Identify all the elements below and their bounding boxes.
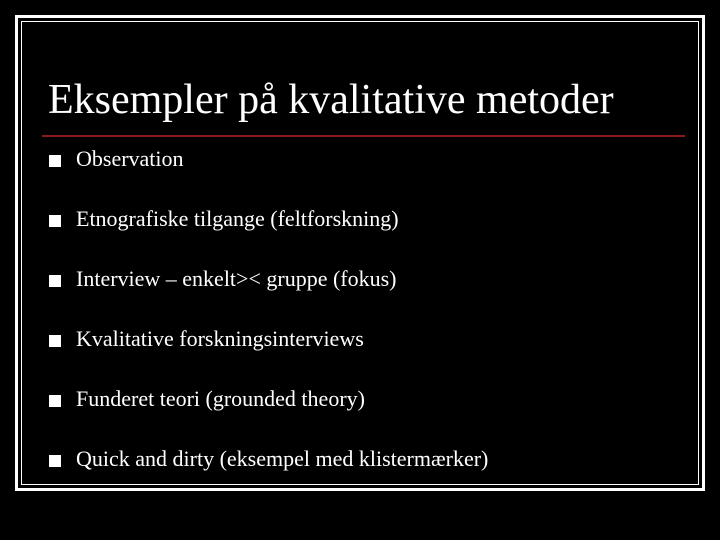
bullet-text: Kvalitative forskningsinterviews [76,326,364,351]
square-bullet-icon [49,155,61,167]
bullet-text: Funderet teori (grounded theory) [76,386,365,411]
square-bullet-icon [49,335,61,347]
bullet-text: Quick and dirty (eksempel med klistermærker) [76,446,489,471]
slide-title: Eksempler på kvalitative metoder [48,77,614,123]
square-bullet-icon [49,215,61,227]
square-bullet-icon [49,455,61,467]
square-bullet-icon [49,395,61,407]
title-divider [42,135,685,137]
square-bullet-icon [49,275,61,287]
bullet-text: Etnografiske tilgange (feltforskning) [76,206,399,231]
bullet-text: Interview – enkelt>< gruppe (fokus) [76,266,397,291]
bullet-text: Observation [76,146,184,171]
